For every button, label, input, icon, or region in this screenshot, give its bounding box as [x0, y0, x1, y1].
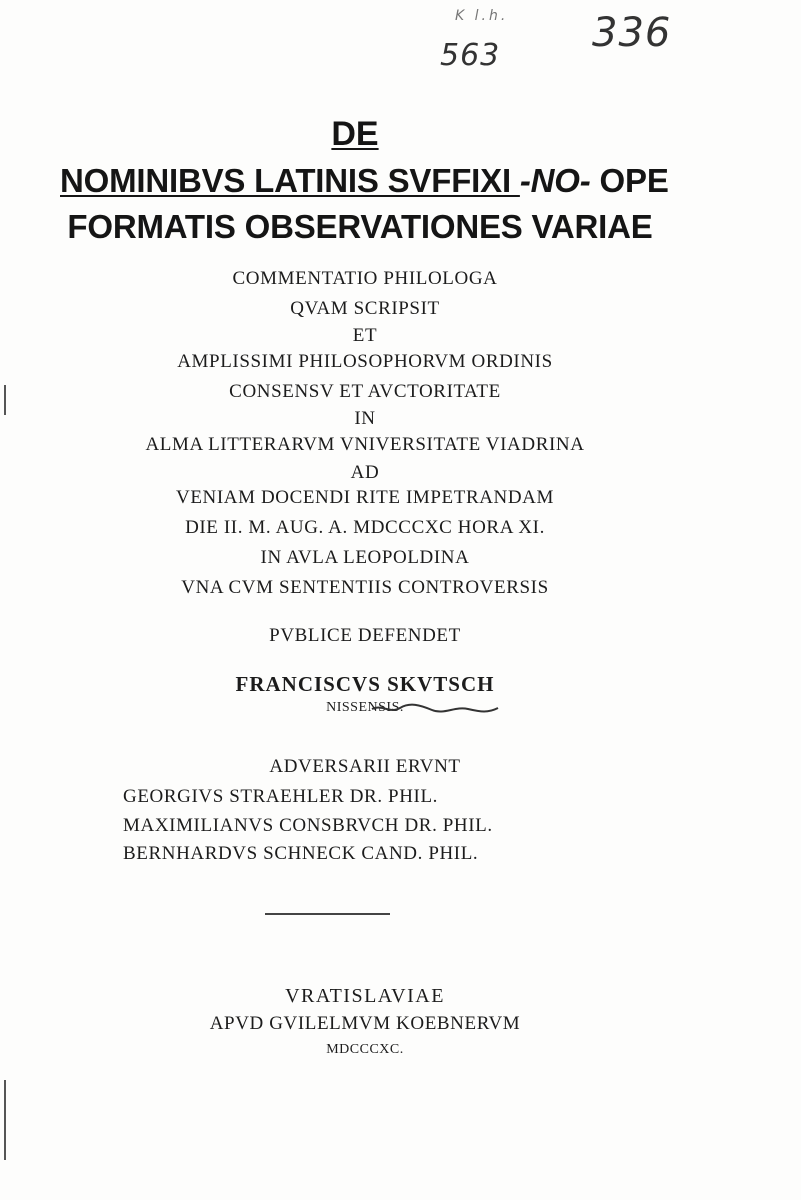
divider-rule: [265, 913, 390, 915]
body-line: COMMENTATIO PHILOLOGA: [232, 268, 498, 289]
body-line: ALMA LITTERARVM VNIVERSITATE VIADRINA: [145, 434, 585, 455]
handwritten-shelfmark: 563: [440, 38, 501, 73]
body-line: IN AVLA LEOPOLDINA: [260, 547, 470, 568]
body-line: VNA CVM SENTENTIIS CONTROVERSIS: [181, 577, 549, 598]
opponent-name: MAXIMILIANVS CONSBRVCH DR. PHIL.: [123, 815, 493, 836]
scan-edge-mark: [4, 1080, 6, 1160]
defense-label: PVBLICE DEFENDET: [269, 625, 461, 646]
body-line: AD: [350, 462, 380, 483]
handwritten-mark-small: K l.h.: [455, 8, 509, 24]
author-name: FRANCISCVS SKVTSCH: [235, 672, 495, 696]
title-line-1-suffix: -NO-: [519, 162, 591, 199]
body-line: AMPLISSIMI PHILOSOPHORVM ORDINIS: [177, 351, 553, 372]
body-line: CONSENSV ET AVCTORITATE: [229, 381, 501, 402]
opponent-name: GEORGIVS STRAEHLER DR. PHIL.: [123, 786, 439, 807]
pen-scribble: [370, 702, 500, 716]
imprint-year: MDCCCXC.: [326, 1042, 404, 1057]
title-de: DE: [331, 115, 379, 153]
handwritten-number: 336: [592, 10, 672, 56]
title-line-1: [60, 162, 669, 200]
body-line: VENIAM DOCENDI RITE IMPETRANDAM: [176, 487, 554, 508]
imprint-city: VRATISLAVIAE: [285, 985, 445, 1007]
body-line: QVAM SCRIPSIT: [290, 298, 440, 319]
body-line: IN: [354, 408, 376, 429]
body-line: DIE II. M. AUG. A. MDCCCXC HORA XI.: [185, 517, 545, 538]
opponent-name: BERNHARDVS SCHNECK CAND. PHIL.: [123, 843, 479, 864]
body-line: ET: [352, 325, 378, 346]
imprint-publisher: APVD GVILELMVM KOEBNERVM: [209, 1013, 521, 1034]
title-line-1-part-c: OPE: [590, 162, 669, 199]
title-line-1-part-a: NOMINIBVS LATINIS SVFFIXI: [60, 162, 520, 199]
title-line-2: FORMATIS OBSERVATIONES VARIAE: [67, 208, 653, 245]
author-origin: NISSENSIS.: [326, 700, 404, 715]
scan-edge-mark: [4, 385, 6, 415]
opponents-label: ADVERSARII ERVNT: [269, 756, 461, 777]
